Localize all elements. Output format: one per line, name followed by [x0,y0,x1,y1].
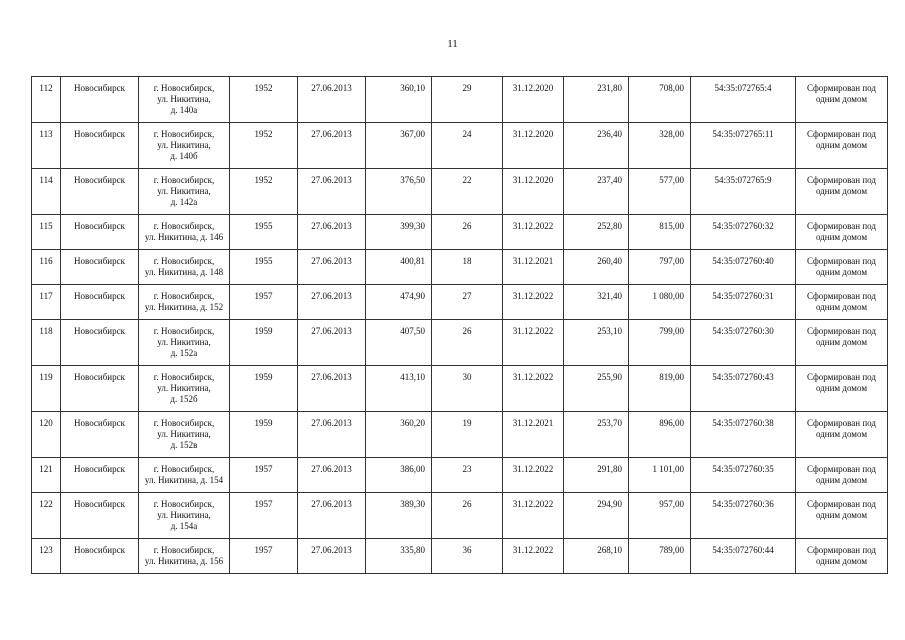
count-cell: 27 [432,285,503,320]
address-line: ул. Никитина, д. 154 [144,475,224,485]
status-cell [796,493,888,539]
table-row [32,412,888,458]
land-area-cell: 797,00 [629,250,691,285]
area-cell: 399,30 [366,215,432,250]
plan-date-cell: 31.12.2021 [503,412,564,458]
address-line: д. 142а [170,197,198,207]
address-line: г. Новосибирск, [153,256,215,266]
address-line: г. Новосибирск, [153,418,215,428]
land-area-cell: 577,00 [629,169,691,215]
address-cell [139,366,230,412]
address-line: ул. Никитина, [157,510,211,520]
address-line: д. 140б [170,151,198,161]
count-cell: 18 [432,250,503,285]
table-row [32,215,888,250]
count-cell: 36 [432,539,503,574]
address-line: г. Новосибирск, [153,372,215,382]
date-cell: 27.06.2013 [298,412,366,458]
land-area-cell: 815,00 [629,215,691,250]
date-cell: 27.06.2013 [298,77,366,123]
date-cell: 27.06.2013 [298,458,366,493]
table-row [32,77,888,123]
table-row [32,285,888,320]
address-line: ул. Никитина, [157,94,211,104]
count-cell: 30 [432,366,503,412]
table-row [32,493,888,539]
land-area-cell: 708,00 [629,77,691,123]
address-cell [139,77,230,123]
city-cell: Новосибирск [61,215,139,250]
address-line: г. Новосибирск, [153,326,215,336]
status-line: одним домом [815,383,868,393]
status-cell [796,123,888,169]
row-number: 117 [32,285,61,320]
date-cell: 27.06.2013 [298,366,366,412]
city-cell: Новосибирск [61,412,139,458]
living-area-cell: 252,80 [564,215,629,250]
count-cell: 26 [432,493,503,539]
city-cell: Новосибирск [61,123,139,169]
address-line: г. Новосибирск, [153,499,215,509]
living-area-cell: 291,80 [564,458,629,493]
status-cell [796,366,888,412]
plan-date-cell: 31.12.2020 [503,77,564,123]
row-number: 119 [32,366,61,412]
table-row [32,458,888,493]
address-cell [139,539,230,574]
area-cell: 367,00 [366,123,432,169]
plan-date-cell: 31.12.2022 [503,366,564,412]
row-number: 112 [32,77,61,123]
living-area-cell: 236,40 [564,123,629,169]
row-number: 118 [32,320,61,366]
area-cell: 407,50 [366,320,432,366]
address-line: ул. Никитина, [157,186,211,196]
address-line: ул. Никитина, д. 146 [144,232,224,242]
date-cell: 27.06.2013 [298,539,366,574]
land-area-cell: 896,00 [629,412,691,458]
table-body [32,77,888,574]
living-area-cell: 321,40 [564,285,629,320]
city-cell: Новосибирск [61,458,139,493]
cadastral-number-cell: 54:35:072760:31 [691,285,796,320]
plan-date-cell: 31.12.2020 [503,123,564,169]
plan-date-cell: 31.12.2020 [503,169,564,215]
page-number: 11 [447,38,458,50]
housing-table [31,76,888,574]
status-cell [796,169,888,215]
count-cell: 22 [432,169,503,215]
city-cell: Новосибирск [61,366,139,412]
plan-date-cell: 31.12.2022 [503,320,564,366]
status-line: Сформирован под [806,221,877,231]
address-line: д. 152б [170,394,198,404]
table-row [32,250,888,285]
address-line: ул. Никитина, [157,337,211,347]
status-line: Сформирован под [806,291,877,301]
status-line: одним домом [815,556,868,566]
status-line: Сформирован под [806,129,877,139]
status-cell [796,250,888,285]
area-cell: 335,80 [366,539,432,574]
address-cell [139,412,230,458]
status-line: одним домом [815,267,868,277]
plan-date-cell: 31.12.2022 [503,539,564,574]
status-line: Сформирован под [806,545,877,555]
plan-date-cell: 31.12.2022 [503,458,564,493]
address-line: г. Новосибирск, [153,83,215,93]
status-cell [796,412,888,458]
cadastral-number-cell: 54:35:072765:11 [691,123,796,169]
status-line: Сформирован под [806,256,877,266]
address-line: г. Новосибирск, [153,175,215,185]
status-line: Сформирован под [806,372,877,382]
address-cell [139,285,230,320]
address-line: д. 154а [170,521,198,531]
area-cell: 360,10 [366,77,432,123]
status-cell [796,285,888,320]
year-cell: 1952 [230,123,298,169]
year-cell: 1959 [230,412,298,458]
status-cell [796,77,888,123]
status-cell [796,215,888,250]
cadastral-number-cell: 54:35:072760:44 [691,539,796,574]
status-cell [796,458,888,493]
year-cell: 1959 [230,320,298,366]
cadastral-number-cell: 54:35:072760:43 [691,366,796,412]
status-line: одним домом [815,302,868,312]
address-cell [139,250,230,285]
status-line: Сформирован под [806,418,877,428]
address-line: д. 152в [170,440,198,450]
land-area-cell: 957,00 [629,493,691,539]
status-line: одним домом [815,232,868,242]
living-area-cell: 237,40 [564,169,629,215]
status-line: Сформирован под [806,326,877,336]
area-cell: 360,20 [366,412,432,458]
living-area-cell: 255,90 [564,366,629,412]
row-number: 122 [32,493,61,539]
date-cell: 27.06.2013 [298,285,366,320]
date-cell: 27.06.2013 [298,320,366,366]
year-cell: 1957 [230,458,298,493]
city-cell: Новосибирск [61,77,139,123]
date-cell: 27.06.2013 [298,250,366,285]
year-cell: 1952 [230,169,298,215]
count-cell: 29 [432,77,503,123]
cadastral-number-cell: 54:35:072760:35 [691,458,796,493]
status-line: одним домом [815,429,868,439]
city-cell: Новосибирск [61,169,139,215]
living-area-cell: 253,10 [564,320,629,366]
year-cell: 1957 [230,539,298,574]
table-row [32,169,888,215]
area-cell: 389,30 [366,493,432,539]
cadastral-number-cell: 54:35:072765:9 [691,169,796,215]
row-number: 120 [32,412,61,458]
address-line: ул. Никитина, д. 148 [144,267,224,277]
table-row [32,123,888,169]
status-line: Сформирован под [806,499,877,509]
plan-date-cell: 31.12.2022 [503,215,564,250]
address-cell [139,320,230,366]
area-cell: 386,00 [366,458,432,493]
land-area-cell: 799,00 [629,320,691,366]
living-area-cell: 253,70 [564,412,629,458]
address-line: г. Новосибирск, [153,129,215,139]
status-line: одним домом [815,186,868,196]
address-line: г. Новосибирск, [153,464,215,474]
address-cell [139,169,230,215]
address-cell [139,493,230,539]
city-cell: Новосибирск [61,539,139,574]
table-row [32,539,888,574]
cadastral-number-cell: 54:35:072760:32 [691,215,796,250]
address-cell [139,458,230,493]
date-cell: 27.06.2013 [298,169,366,215]
address-line: ул. Никитина, д. 156 [144,556,224,566]
table-row [32,320,888,366]
land-area-cell: 328,00 [629,123,691,169]
address-line: ул. Никитина, д. 152 [144,302,224,312]
city-cell: Новосибирск [61,493,139,539]
living-area-cell: 260,40 [564,250,629,285]
land-area-cell: 789,00 [629,539,691,574]
city-cell: Новосибирск [61,250,139,285]
row-number: 114 [32,169,61,215]
cadastral-number-cell: 54:35:072760:38 [691,412,796,458]
date-cell: 27.06.2013 [298,493,366,539]
year-cell: 1959 [230,366,298,412]
address-line: ул. Никитина, [157,383,211,393]
land-area-cell: 1 101,00 [629,458,691,493]
area-cell: 474,90 [366,285,432,320]
count-cell: 26 [432,320,503,366]
status-line: Сформирован под [806,464,877,474]
year-cell: 1957 [230,285,298,320]
plan-date-cell: 31.12.2022 [503,285,564,320]
area-cell: 376,50 [366,169,432,215]
year-cell: 1957 [230,493,298,539]
city-cell: Новосибирск [61,285,139,320]
year-cell: 1952 [230,77,298,123]
address-cell [139,215,230,250]
count-cell: 24 [432,123,503,169]
status-line: одним домом [815,475,868,485]
address-line: ул. Никитина, [157,140,211,150]
status-cell [796,539,888,574]
address-line: г. Новосибирск, [153,221,215,231]
city-cell: Новосибирск [61,320,139,366]
area-cell: 400,81 [366,250,432,285]
living-area-cell: 231,80 [564,77,629,123]
land-area-cell: 1 080,00 [629,285,691,320]
row-number: 123 [32,539,61,574]
count-cell: 19 [432,412,503,458]
address-line: г. Новосибирск, [153,545,215,555]
address-line: г. Новосибирск, [153,291,215,301]
cadastral-number-cell: 54:35:072760:40 [691,250,796,285]
row-number: 116 [32,250,61,285]
status-cell [796,320,888,366]
status-line: Сформирован под [806,175,877,185]
address-line: ул. Никитина, [157,429,211,439]
status-line: одним домом [815,337,868,347]
plan-date-cell: 31.12.2021 [503,250,564,285]
living-area-cell: 268,10 [564,539,629,574]
row-number: 115 [32,215,61,250]
date-cell: 27.06.2013 [298,123,366,169]
cadastral-number-cell: 54:35:072760:36 [691,493,796,539]
count-cell: 23 [432,458,503,493]
date-cell: 27.06.2013 [298,215,366,250]
row-number: 121 [32,458,61,493]
cadastral-number-cell: 54:35:072765:4 [691,77,796,123]
address-line: д. 140а [170,105,198,115]
year-cell: 1955 [230,215,298,250]
living-area-cell: 294,90 [564,493,629,539]
status-line: Сформирован под [806,83,877,93]
address-cell [139,123,230,169]
status-line: одним домом [815,140,868,150]
table-row [32,366,888,412]
row-number: 113 [32,123,61,169]
cadastral-number-cell: 54:35:072760:30 [691,320,796,366]
land-area-cell: 819,00 [629,366,691,412]
year-cell: 1955 [230,250,298,285]
area-cell: 413,10 [366,366,432,412]
plan-date-cell: 31.12.2022 [503,493,564,539]
count-cell: 26 [432,215,503,250]
status-line: одним домом [815,510,868,520]
address-line: д. 152а [170,348,198,358]
status-line: одним домом [815,94,868,104]
